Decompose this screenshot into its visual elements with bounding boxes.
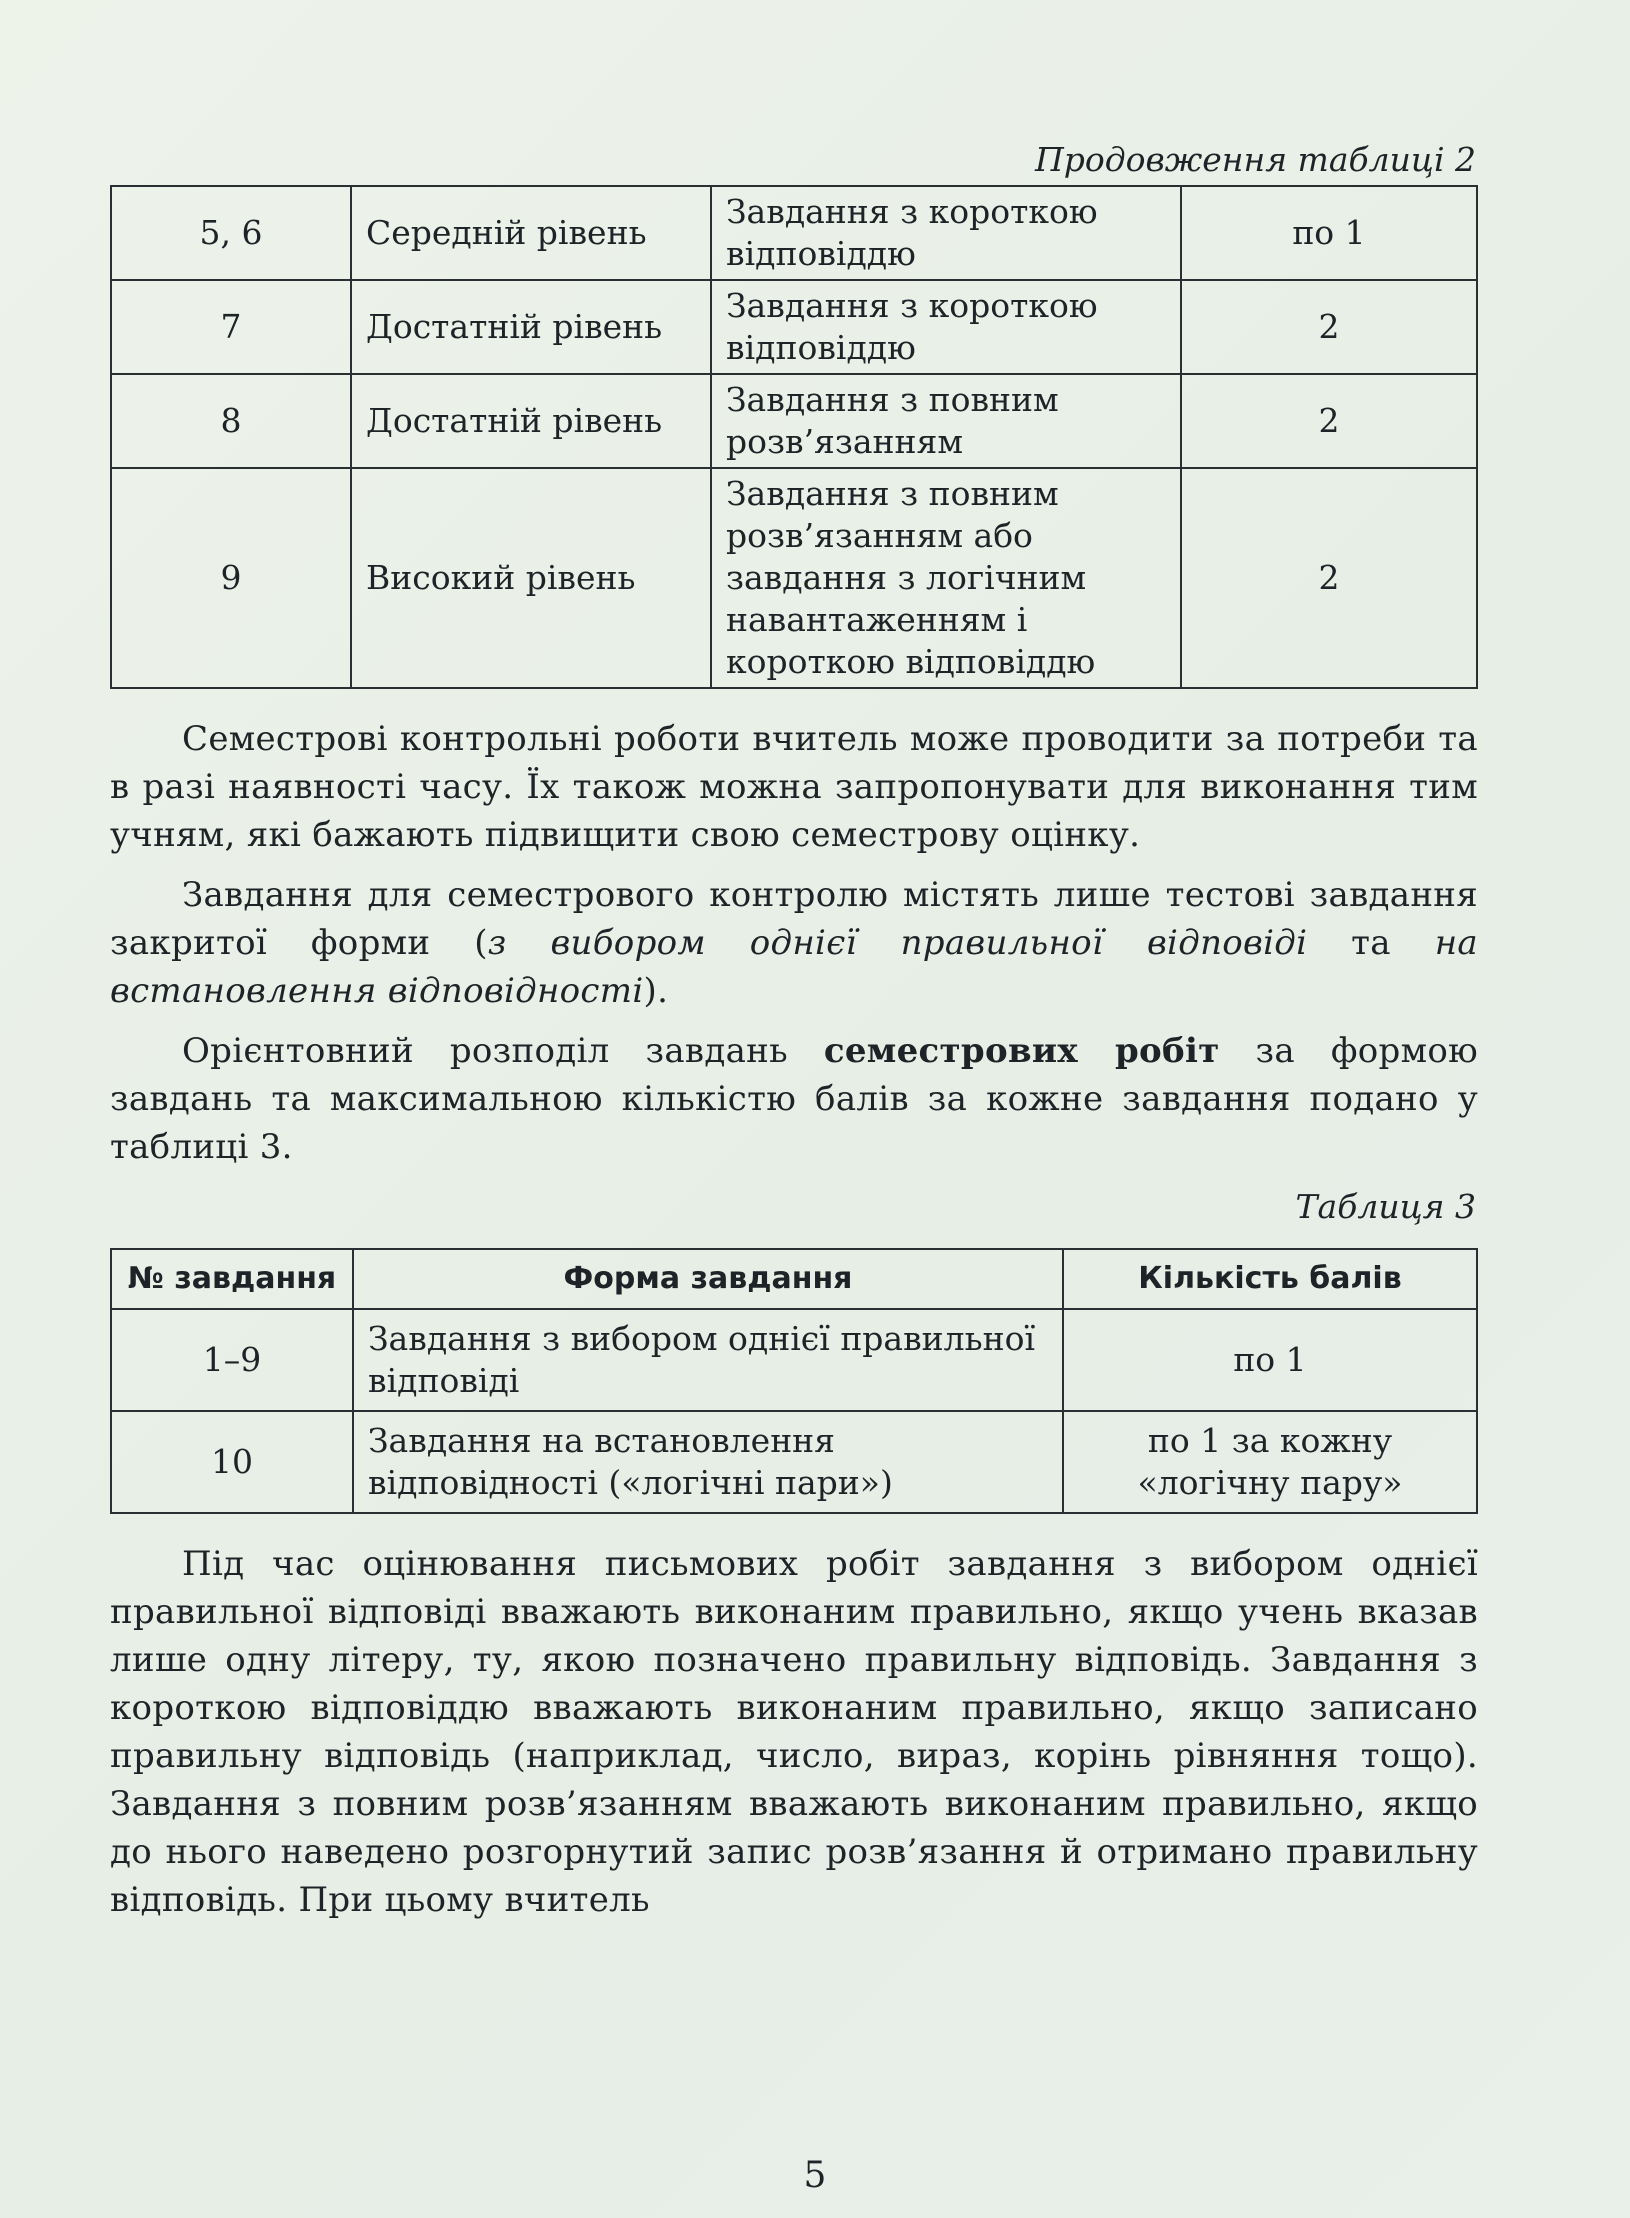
task-points: по 1 xyxy=(1181,186,1477,280)
table-row xyxy=(111,468,1477,688)
task-number: 10 xyxy=(111,1411,353,1513)
table-row xyxy=(111,1411,1477,1513)
table-row xyxy=(111,374,1477,468)
table2 xyxy=(110,185,1478,689)
task-number: 8 xyxy=(111,374,351,468)
table-row xyxy=(111,280,1477,374)
task-points: по 1 xyxy=(1063,1309,1477,1411)
task-points: по 1 за кожну «логічну пару» xyxy=(1063,1411,1477,1513)
task-form: Завдання на встановлення відповідності («логічні пари») xyxy=(353,1411,1063,1513)
paragraph-semester-tests: Семестрові контрольні роботи вчитель може проводити за потреби та в разі наявності часу. Їх також можна запропонувати для виконання тим учням, які бажають підвищити свою семестрову оцінку. xyxy=(110,719,1478,855)
text-segment: Орієнтовний розподіл завдань xyxy=(182,1031,824,1071)
table3 xyxy=(110,1248,1478,1514)
task-form: Завдання з повним розв’язанням або завдання з логічним навантаженням і короткою відповіддю xyxy=(711,468,1181,688)
paragraph-evaluation: Під час оцінювання письмових робіт завдання з вибором однієї правильної відповіді вважають виконаним правильно, якщо учень вказав лише одну літеру, ту, якою позначено правильну відповідь. Завдання з короткою відповіддю вважають виконаним правильно, якщо записано правильну відповідь (наприклад, число, вираз, корінь рівняння тощо). Завдання з повним розв’язанням вважають виконаним правильно, якщо до нього наведено розгорнутий запис розв’язання й отримано правильну відповідь. При цьому вчитель xyxy=(110,1544,1478,1920)
header-task-form: Форма завдання xyxy=(353,1249,1063,1309)
task-points: 2 xyxy=(1181,468,1477,688)
text-segment: ). xyxy=(643,971,669,1011)
difficulty-level: Високий рівень xyxy=(351,468,711,688)
task-form: Завдання з короткою відповіддю xyxy=(711,280,1181,374)
task-number: 9 xyxy=(111,468,351,688)
task-number: 5, 6 xyxy=(111,186,351,280)
table-row xyxy=(111,186,1477,280)
task-points: 2 xyxy=(1181,374,1477,468)
task-form: Завдання з вибором однієї правильної відповіді xyxy=(353,1309,1063,1411)
task-form: Завдання з повним розв’язанням xyxy=(711,374,1181,468)
text-segment: за формою завдань та максимальною кількістю балів за кожне завдання подано у таблиці 3. xyxy=(110,1031,1478,1167)
difficulty-level: Достатній рівень xyxy=(351,374,711,468)
paragraph-distribution xyxy=(110,1027,1478,1171)
difficulty-level: Достатній рівень xyxy=(351,280,711,374)
header-points: Кількість балів xyxy=(1063,1249,1477,1309)
table3-caption: Таблиця 3 xyxy=(1295,1187,1476,1226)
bold-semester-works: семестрових робіт xyxy=(823,1031,1220,1071)
header-task-number: № завдання xyxy=(111,1249,353,1309)
text-segment: Завдання для семестрового контролю містять лише тестові завдання закритої форми ( xyxy=(110,875,1478,963)
task-number: 7 xyxy=(111,280,351,374)
task-points: 2 xyxy=(1181,280,1477,374)
table-header-row xyxy=(111,1249,1477,1309)
emphasis-single-choice: з вибором однієї правильної відповіді xyxy=(487,923,1308,963)
paragraph-semester-tasks xyxy=(110,871,1478,1015)
page xyxy=(110,140,1478,1924)
task-form: Завдання з короткою відповіддю xyxy=(711,186,1181,280)
task-number: 1–9 xyxy=(111,1309,353,1411)
table2-caption: Продовження таблиці 2 xyxy=(1034,140,1476,179)
page-number: 5 xyxy=(803,2155,827,2196)
difficulty-level: Середній рівень xyxy=(351,186,711,280)
table-row xyxy=(111,1309,1477,1411)
emphasis-matching: на встановлення відповідності xyxy=(110,923,1478,1011)
text-segment: та xyxy=(1307,923,1435,963)
